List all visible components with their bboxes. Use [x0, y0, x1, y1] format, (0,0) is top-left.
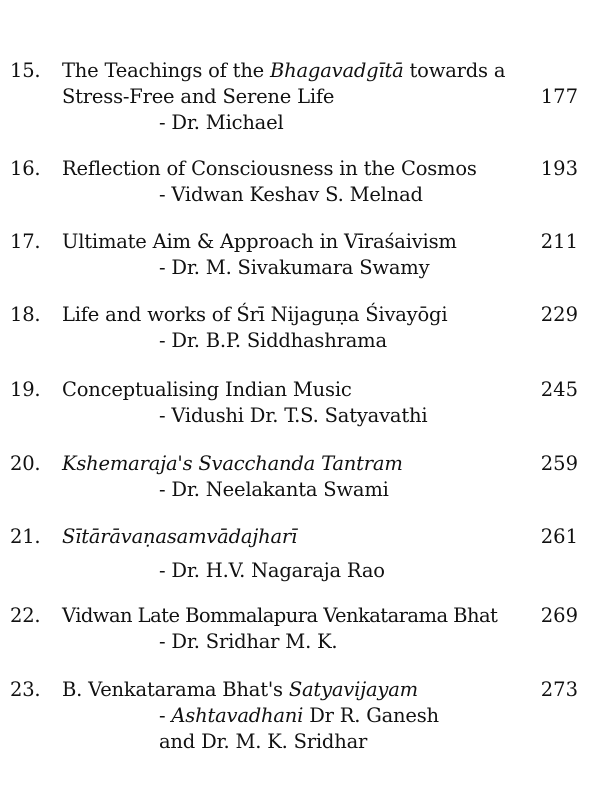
entry-title [62, 58, 532, 110]
entry-title: Kshemaraja's Svacchanda Tantram [62, 452, 403, 475]
entry-author: - Dr. Sridhar M. K. [159, 630, 338, 653]
entry-number: 17. [10, 230, 41, 253]
entry-page-number: 259 [540, 452, 578, 475]
entry-number: 16. [10, 157, 41, 180]
title-text: B. Venkatarama Bhat's [62, 678, 289, 701]
entry-title: Ultimate Aim & Approach in Vīraśaivism [62, 230, 457, 253]
entry-number: 23. [10, 678, 41, 701]
entry-author: - Vidushi Dr. T.S. Satyavathi [159, 404, 428, 427]
entry-title [62, 677, 532, 703]
entry-number: 15. [10, 59, 41, 82]
entry-author-line-2: and Dr. M. K. Sridhar [159, 730, 368, 753]
entry-author: - Dr. B.P. Siddhashrama [159, 329, 387, 352]
entry-author: - Vidwan Keshav S. Melnad [159, 183, 423, 206]
entry-title: Life and works of Śrī Nijaguṇa Śivayōgi [62, 303, 448, 326]
entry-page-number: 245 [540, 378, 578, 401]
author-text: Dr R. Ganesh [303, 704, 439, 727]
entry-number: 20. [10, 452, 41, 475]
entry-page-number: 269 [540, 604, 578, 627]
author-text: - [159, 704, 172, 727]
title-text: towards a [403, 59, 506, 82]
title-italic-text: Bhagavadgītā [270, 59, 404, 82]
entry-author: - Dr. M. Sivakumara Swamy [159, 256, 430, 279]
entry-author: - Dr. Michael [159, 111, 284, 134]
title-italic-text: Satyavijayam [288, 678, 418, 701]
entry-page-number: 211 [540, 230, 578, 253]
entry-number: 22. [10, 604, 41, 627]
entry-author: - Dr. Neelakanta Swami [159, 478, 389, 501]
title-text: The Teachings of the [62, 59, 271, 82]
author-italic-text: Ashtavadhani [171, 704, 304, 727]
entry-page-number: 193 [540, 157, 578, 180]
entry-number: 21. [10, 525, 41, 548]
entry-number: 18. [10, 303, 41, 326]
entry-title: Conceptualising Indian Music [62, 378, 352, 401]
entry-title-line-1 [62, 58, 532, 84]
entry-title: Vidwan Late Bommalapura Venkatarama Bhat [62, 604, 498, 627]
entry-author-line-1 [159, 703, 439, 729]
entry-title: Reflection of Consciousness in the Cosmos [62, 157, 477, 180]
entry-page-number: 273 [540, 678, 578, 701]
entry-page-number: 177 [540, 85, 578, 108]
entry-title: Sītārāvaṇasamvādajharī [62, 525, 298, 548]
entry-page-number: 229 [540, 303, 578, 326]
entry-page-number: 261 [540, 525, 578, 548]
entry-number: 19. [10, 378, 41, 401]
entry-title-line-2: Stress-Free and Serene Life [62, 85, 335, 108]
entry-author: - Dr. H.V. Nagaraja Rao [159, 559, 385, 582]
entry-author [159, 703, 439, 755]
